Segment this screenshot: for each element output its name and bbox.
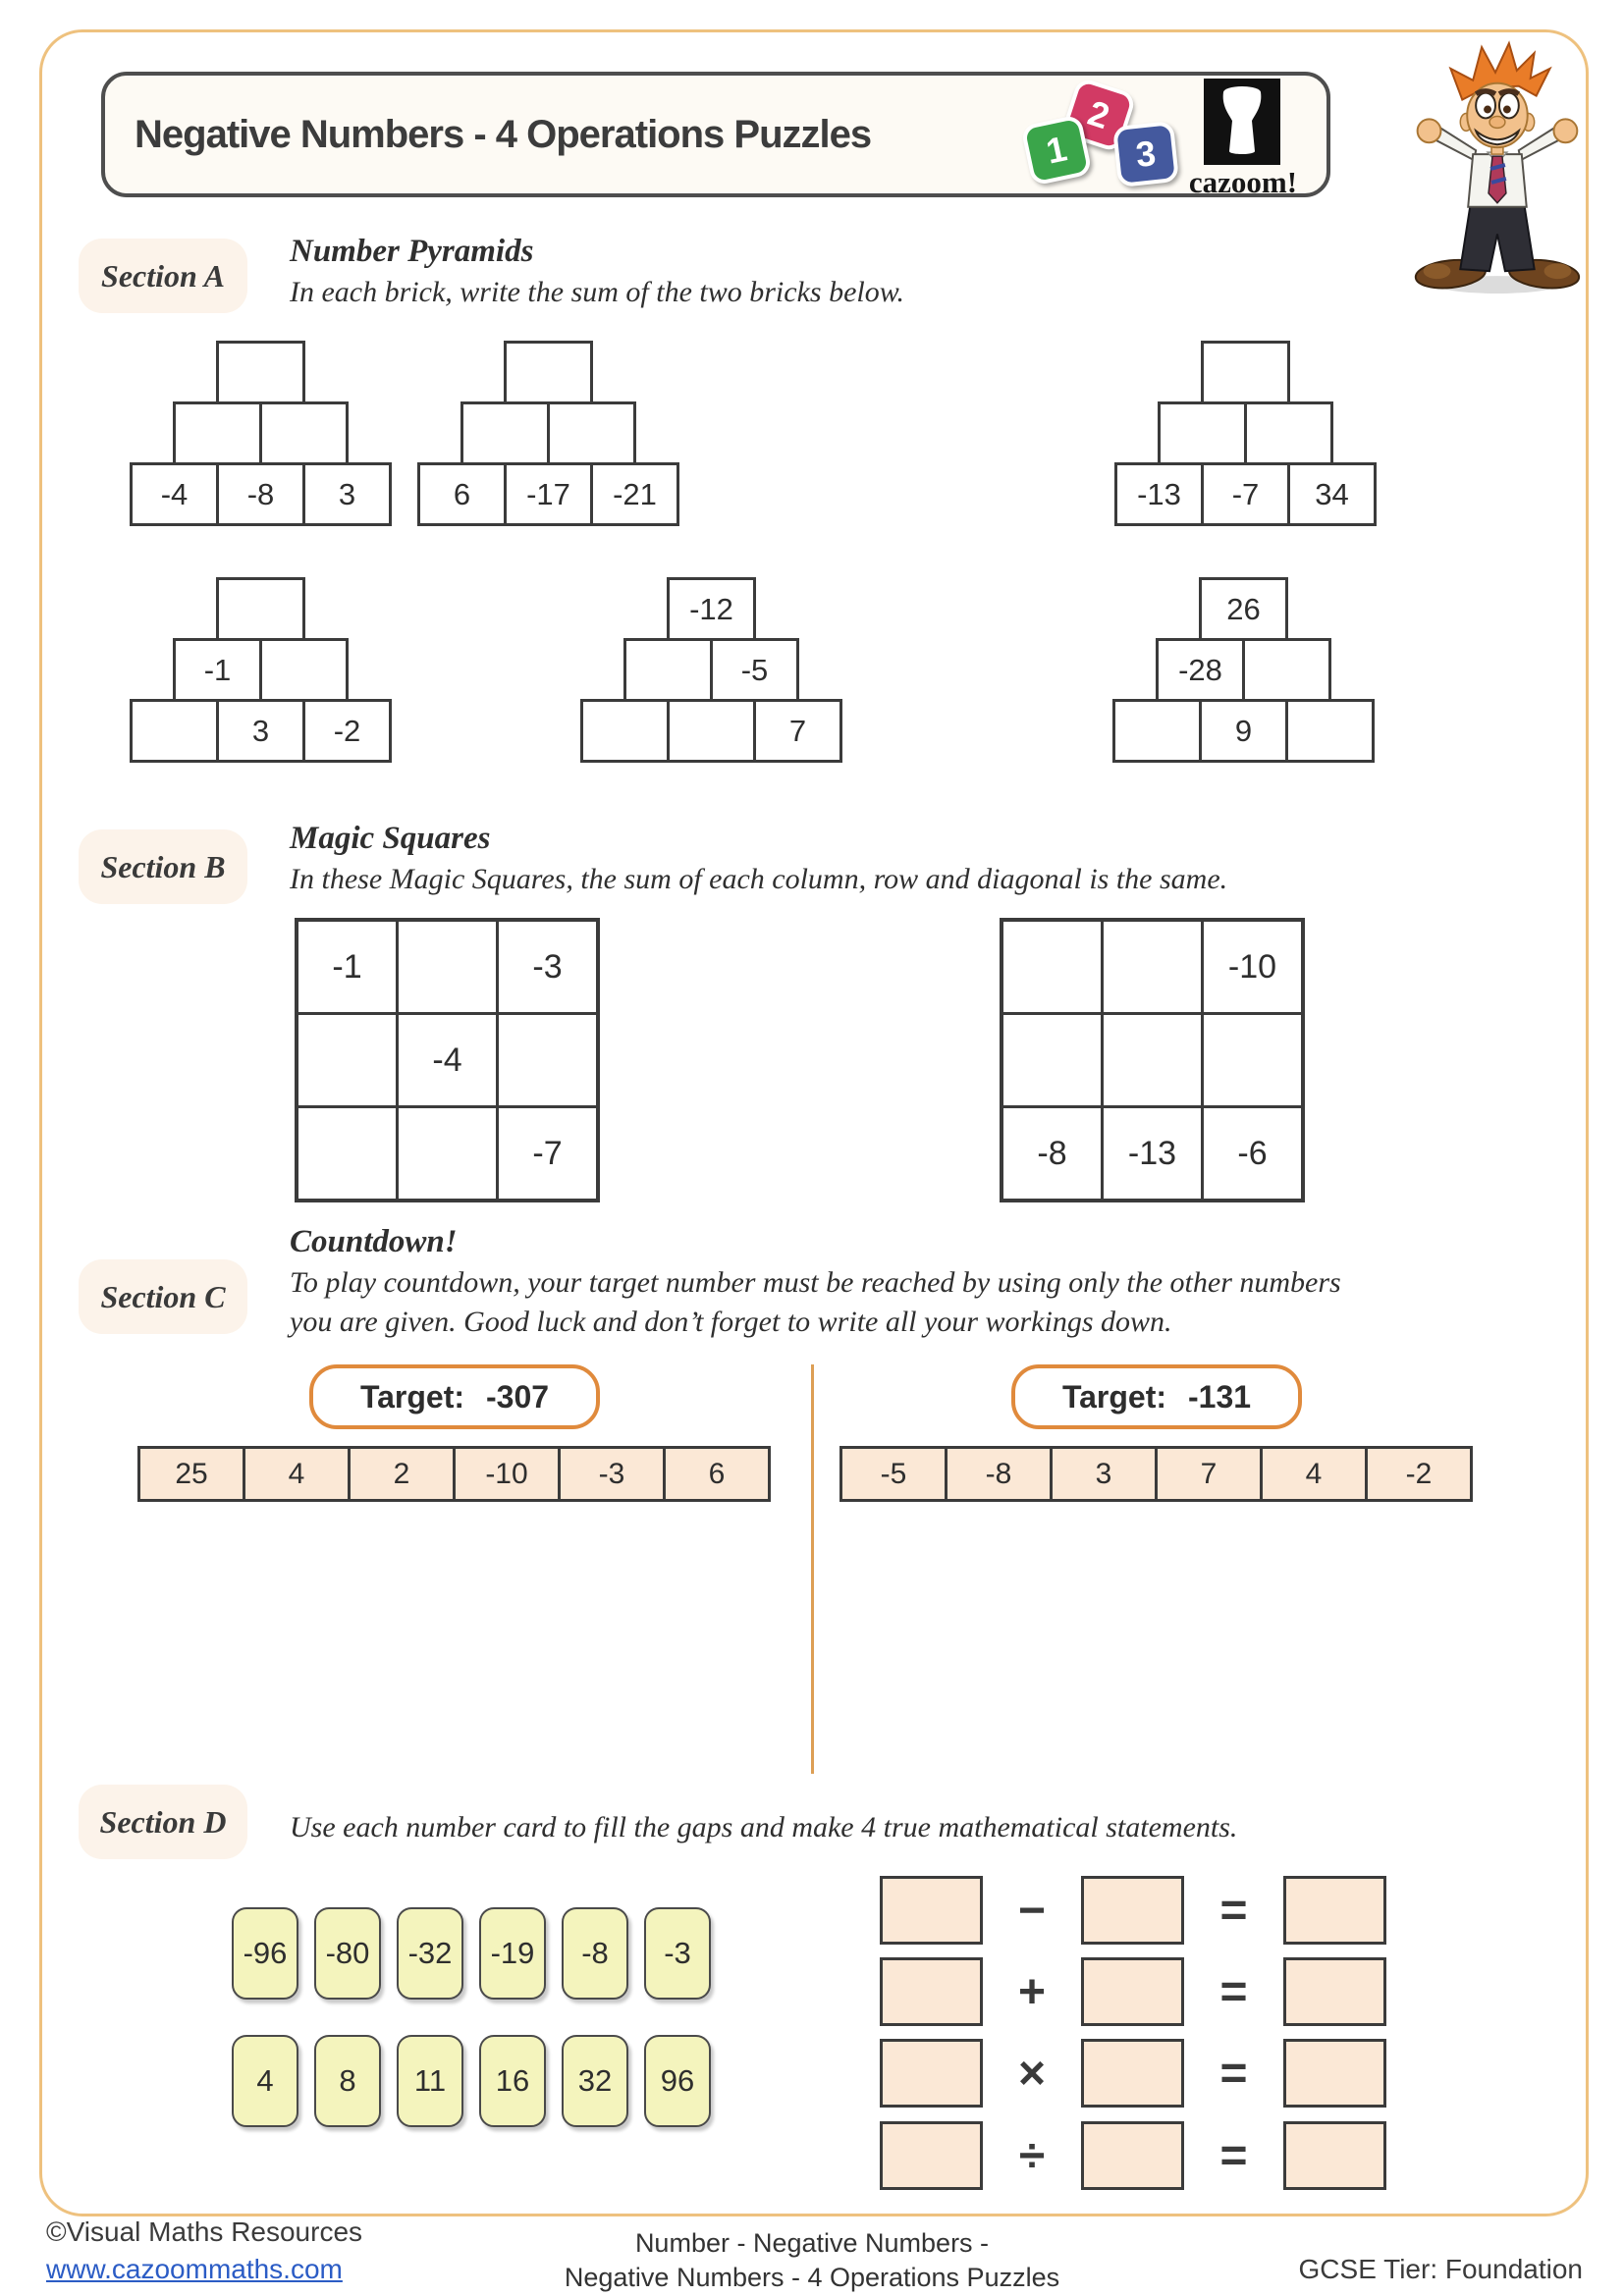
pyramid-brick	[1201, 341, 1290, 404]
countdown-target-1	[309, 1364, 600, 1429]
pyramid-brick: -2	[302, 699, 392, 763]
footer-topic-line1: Number - Negative Numbers -	[634, 2228, 990, 2258]
equation-row-subtraction	[880, 1876, 1386, 1945]
pyramid-brick: -28	[1156, 638, 1245, 702]
target-label: Target:	[1061, 1378, 1167, 1415]
countdown-number: 3	[1050, 1446, 1158, 1502]
countdown-number: 4	[1260, 1446, 1368, 1502]
magic-square-cell	[498, 1014, 599, 1107]
pyramid-brick	[216, 577, 305, 641]
magic-square-cell	[1203, 1014, 1304, 1107]
pyramid-brick: 3	[216, 699, 305, 763]
pyramid-brick	[460, 401, 550, 465]
section-b-instruction: In these Magic Squares, the sum of each column, row and diagonal is the same.	[290, 863, 1228, 895]
pyramid-brick: -12	[667, 577, 756, 641]
mascot-character	[1373, 39, 1616, 307]
section-d-label: Section D	[79, 1785, 247, 1859]
equation-row-division	[880, 2121, 1386, 2190]
target-value: -307	[486, 1378, 550, 1415]
number-cards-row-2	[232, 2035, 711, 2127]
magic-square-cell	[1001, 920, 1103, 1014]
magic-square-cell	[297, 1107, 398, 1201]
equation-blank	[1081, 2039, 1184, 2108]
pyramid-brick: -17	[504, 462, 593, 526]
equals-sign: =	[1219, 1965, 1248, 2018]
countdown-number: 25	[137, 1446, 245, 1502]
equation-blank	[1283, 2121, 1386, 2190]
magic-square-2	[1000, 918, 1305, 1202]
equation-blank	[1283, 1876, 1386, 1945]
pyramid-brick	[259, 401, 349, 465]
countdown-number: -8	[945, 1446, 1053, 1502]
pyramid-brick	[216, 341, 305, 404]
pyramid-brick	[130, 699, 219, 763]
equals-sign: =	[1219, 1884, 1248, 1937]
pyramid-brick: -8	[216, 462, 305, 526]
magic-square-cell: -6	[1203, 1107, 1304, 1201]
pyramid-brick: 26	[1199, 577, 1288, 641]
pyramid-brick: -7	[1201, 462, 1290, 526]
magic-square-1	[295, 918, 600, 1202]
pyramid-brick	[173, 401, 262, 465]
countdown-number: 4	[243, 1446, 351, 1502]
equation-row-addition	[880, 1957, 1386, 2026]
equation-blank	[880, 2039, 983, 2108]
section-c-instruction-line2: you are given. Good luck and don’t forget to write all your workings down.	[290, 1306, 1172, 1338]
section-b-title: Magic Squares	[290, 821, 491, 856]
number-card: 32	[562, 2035, 628, 2127]
number-card: 16	[479, 2035, 546, 2127]
number-card: -19	[479, 1907, 546, 2000]
pyramid-brick	[259, 638, 349, 702]
minus-operator: −	[1017, 1884, 1047, 1937]
equation-blank	[1081, 1876, 1184, 1945]
pyramid-brick: 7	[753, 699, 842, 763]
target-label: Target:	[359, 1378, 465, 1415]
countdown-number: 6	[663, 1446, 771, 1502]
countdown-numbers-1	[137, 1446, 771, 1502]
countdown-divider	[811, 1364, 814, 1774]
tile-1-label: 1	[1042, 128, 1070, 172]
pyramid-brick: -13	[1114, 462, 1204, 526]
number-pyramid-1	[130, 341, 392, 526]
footer-website-link[interactable]: www.cazoommaths.com	[46, 2254, 343, 2284]
pyramid-brick	[1285, 699, 1375, 763]
footer-topic-line2: Negative Numbers - 4 Operations Puzzles	[564, 2263, 1060, 2292]
tile-3-label: 3	[1133, 133, 1159, 175]
countdown-numbers-2	[839, 1446, 1473, 1502]
magic-square-cell	[1103, 1014, 1203, 1107]
number-pyramid-5	[580, 577, 842, 763]
equation-blank	[880, 1957, 983, 2026]
pyramid-brick	[1112, 699, 1202, 763]
pyramid-brick	[623, 638, 713, 702]
number-card: 96	[644, 2035, 711, 2127]
magic-square-cell	[398, 1107, 498, 1201]
magic-square-cell	[1001, 1014, 1103, 1107]
plus-operator: +	[1017, 1965, 1047, 2018]
equation-blank	[1081, 2121, 1184, 2190]
countdown-number: 2	[348, 1446, 456, 1502]
pyramid-brick	[504, 341, 593, 404]
target-value: -131	[1188, 1378, 1252, 1415]
equation-blank	[880, 1876, 983, 1945]
section-a-instruction: In each brick, write the sum of the two bricks below.	[290, 276, 905, 308]
section-a-label: Section A	[79, 239, 247, 313]
number-pyramid-6	[1112, 577, 1375, 763]
magic-square-cell: -8	[1001, 1107, 1103, 1201]
number-pyramid-3	[1114, 341, 1377, 526]
number-card: 4	[232, 2035, 298, 2127]
footer-tier: GCSE Tier: Foundation	[1298, 2254, 1583, 2284]
number-pyramid-4	[130, 577, 392, 763]
pyramid-brick	[1158, 401, 1247, 465]
equation-blank	[1081, 1957, 1184, 2026]
number-card: -3	[644, 1907, 711, 2000]
countdown-number: -2	[1365, 1446, 1473, 1502]
cazoom-logo-text: cazoom!	[1188, 165, 1298, 199]
pyramid-brick	[547, 401, 636, 465]
countdown-target-2	[1011, 1364, 1302, 1429]
section-c-label: Section C	[79, 1259, 247, 1334]
magic-square-cell: -13	[1103, 1107, 1203, 1201]
number-card: -96	[232, 1907, 298, 2000]
equals-sign: =	[1219, 2047, 1248, 2100]
equation-row-multiplication	[880, 2039, 1386, 2108]
pyramid-brick	[1244, 401, 1333, 465]
pyramid-brick: 34	[1287, 462, 1377, 526]
countdown-number: 7	[1155, 1446, 1263, 1502]
number-card: 8	[314, 2035, 381, 2127]
divide-operator: ÷	[1018, 2129, 1046, 2182]
magic-square-cell: -10	[1203, 920, 1304, 1014]
pyramid-brick: -21	[590, 462, 679, 526]
pyramid-brick: -1	[173, 638, 262, 702]
number-card: -32	[397, 1907, 463, 2000]
number-card: 11	[397, 2035, 463, 2127]
pyramid-brick: -5	[710, 638, 799, 702]
section-a-title: Number Pyramids	[290, 234, 534, 269]
multiply-operator: ×	[1017, 2047, 1047, 2100]
tile-2-label: 2	[1083, 91, 1115, 137]
numbers-123-icon	[1020, 114, 1093, 187]
pyramid-brick: -4	[130, 462, 219, 526]
magic-square-cell	[297, 1014, 398, 1107]
numbers-123-icon	[1112, 121, 1179, 187]
pyramid-brick: 9	[1199, 699, 1288, 763]
pyramid-brick	[1242, 638, 1331, 702]
magic-square-cell	[398, 920, 498, 1014]
section-b-label: Section B	[79, 829, 247, 904]
magic-square-cell	[1103, 920, 1203, 1014]
magic-square-cell: -4	[398, 1014, 498, 1107]
section-c-title: Countdown!	[290, 1224, 458, 1259]
countdown-number: -10	[453, 1446, 561, 1502]
magic-square-cell: -3	[498, 920, 599, 1014]
equation-blank	[880, 2121, 983, 2190]
magic-square-cell: -7	[498, 1107, 599, 1201]
pyramid-brick	[580, 699, 670, 763]
footer-copyright: ©Visual Maths Resources	[46, 2216, 363, 2247]
number-cards-row-1	[232, 1907, 711, 2000]
countdown-number: -3	[558, 1446, 666, 1502]
countdown-number: -5	[839, 1446, 947, 1502]
magic-square-cell: -1	[297, 920, 398, 1014]
number-card: -8	[562, 1907, 628, 2000]
number-pyramid-2	[417, 341, 679, 526]
pyramid-brick: 3	[302, 462, 392, 526]
section-d-instruction: Use each number card to fill the gaps and make 4 true mathematical statements.	[290, 1811, 1238, 1843]
equals-sign: =	[1219, 2129, 1248, 2182]
pyramid-brick	[667, 699, 756, 763]
equation-blank	[1283, 1957, 1386, 2026]
pyramid-brick: 6	[417, 462, 507, 526]
page-title: Negative Numbers - 4 Operations Puzzles	[135, 112, 872, 156]
number-card: -80	[314, 1907, 381, 2000]
section-c-instruction-line1: To play countdown, your target number must be reached by using only the other numbers	[290, 1266, 1341, 1299]
equation-blank	[1283, 2039, 1386, 2108]
cazoom-drum-icon	[1204, 79, 1280, 165]
